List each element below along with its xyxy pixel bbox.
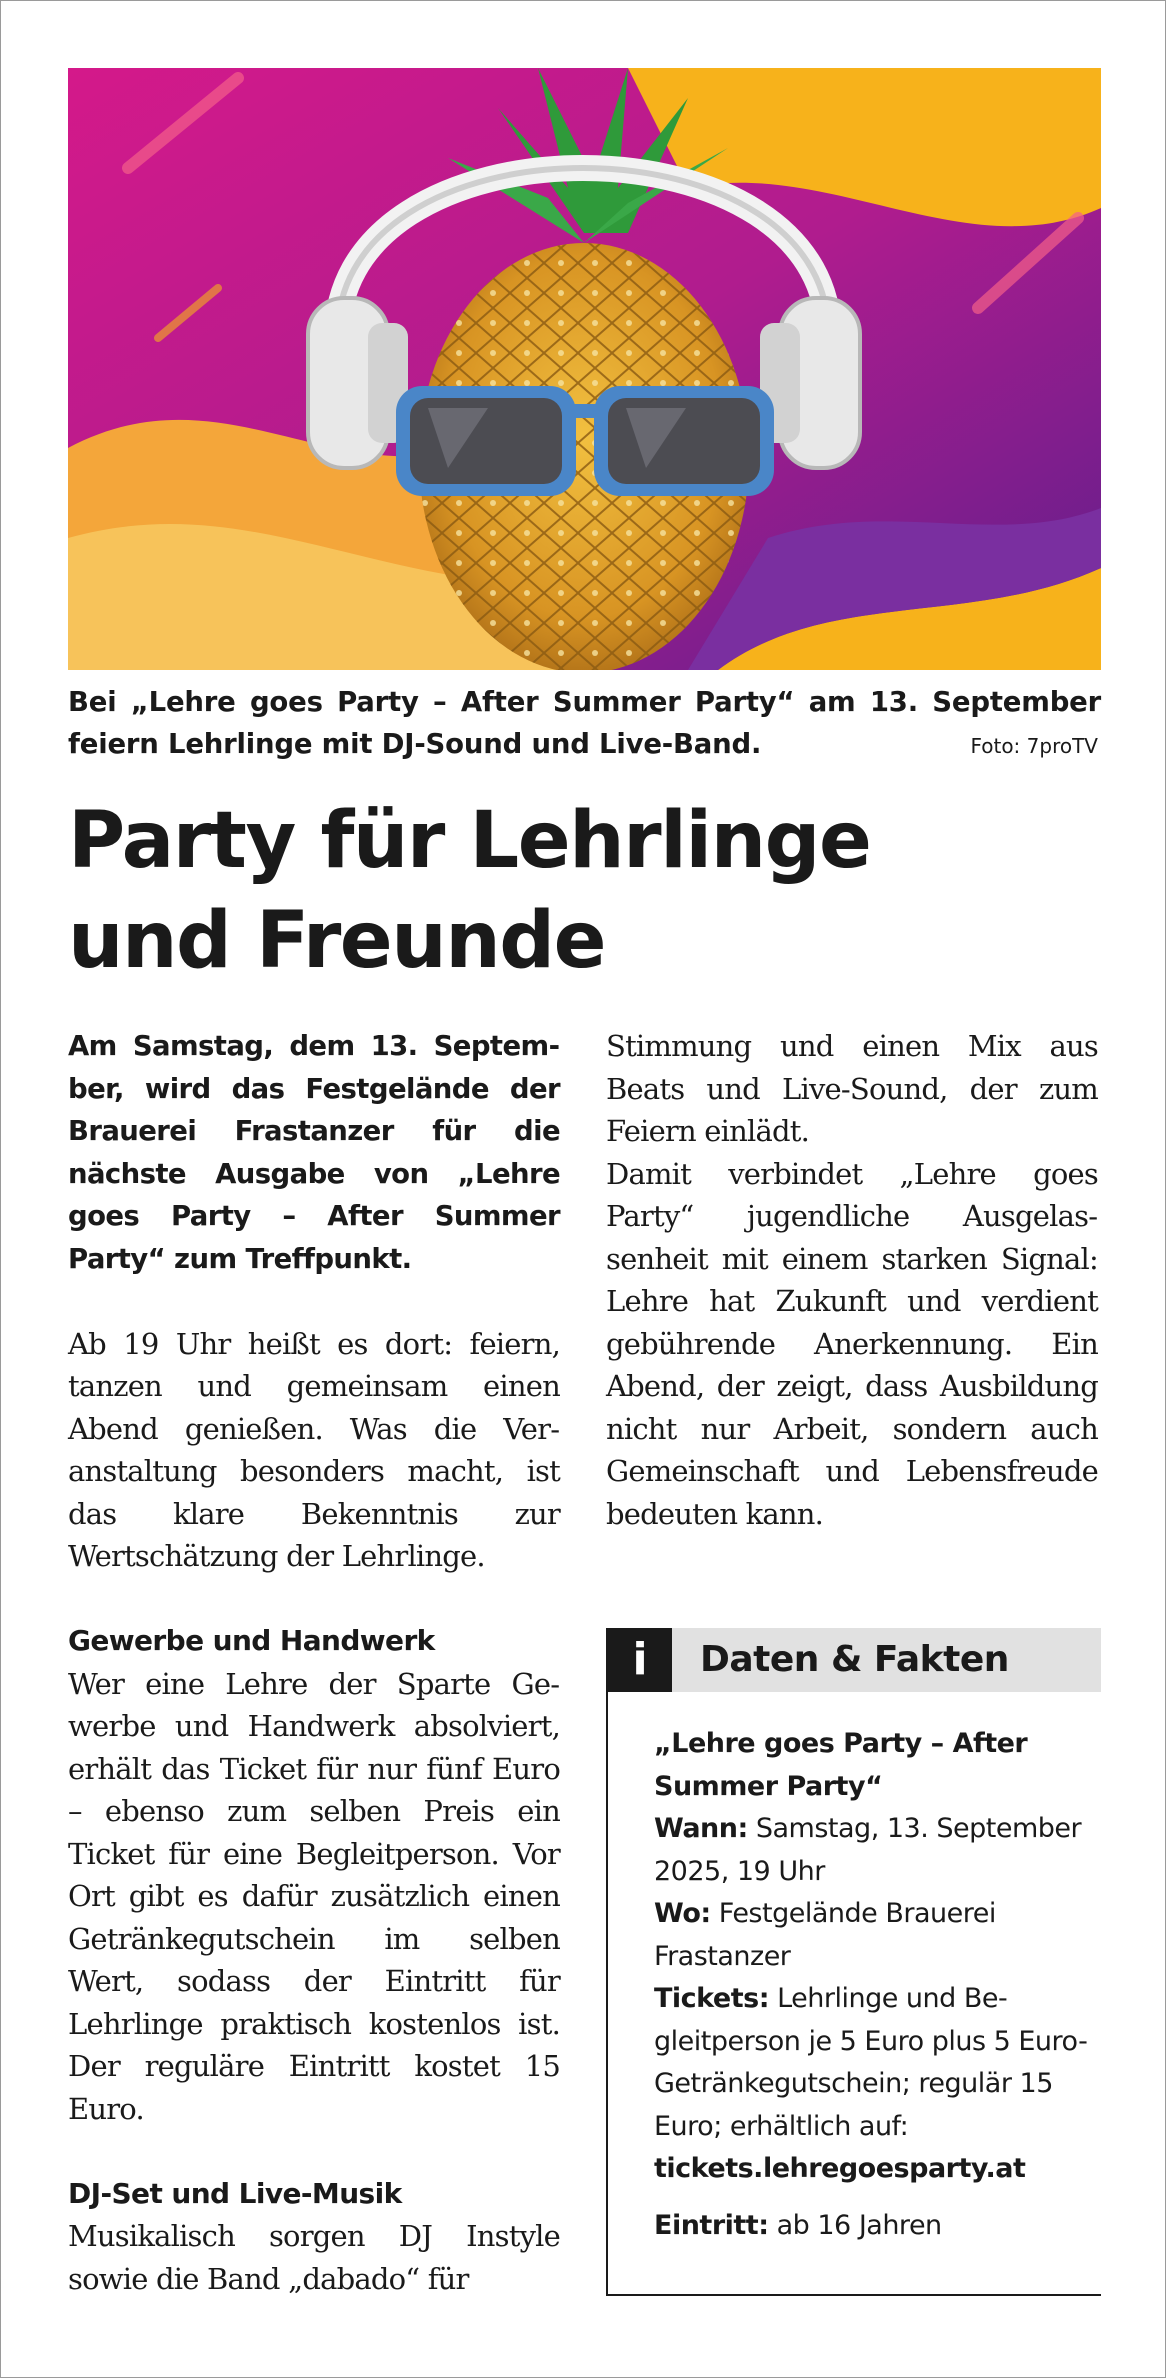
info-box-header — [608, 1628, 1101, 1692]
party-photo — [68, 68, 1101, 670]
photo-credit: Foto: 7proTV — [970, 734, 1098, 758]
article-paragraph: Wer eine Lehre der Sparte Gewerbe und Handwerk absolviert, erhält das Ticket für nur fünf Euro – ebenso zum selben Preis ein Ticket für eine Begleitperson. Vor Ort gibt es dafür zusätzlich einen Getränkegutschein im selben Wert, sodass der Eintritt für Lehrlinge praktisch kostenlos ist. Der reguläre Eintritt kostet 15 Euro. — [68, 1666, 560, 2126]
subhead-gewerbe: Gewerbe und Handwerk — [68, 1624, 435, 1657]
info-box — [606, 1628, 1101, 2296]
article-column-right — [606, 1025, 1098, 1535]
article-headline — [68, 791, 1108, 991]
info-tickets-label: Tickets: — [654, 1983, 769, 2014]
info-when-label: Wann: — [654, 1813, 748, 1844]
article-paragraph: Ab 19 Uhr heißt es dort: feiern, tanzen und gemeinsam einen Abend genießen. Was die Veranstaltung besonders macht, ist das klare Bekenntnis zur Wertschätzung der Lehrlinge. — [68, 1326, 560, 1573]
info-where-value: Festgelände Brauerei Frastanzer — [654, 1898, 996, 1972]
info-when — [654, 1808, 1094, 1893]
info-event-name: „Lehre goes Party – After Summer Party“ — [654, 1728, 1028, 1802]
info-entry-label: Eintritt: — [654, 2209, 769, 2241]
info-where-label: Wo: — [654, 1898, 711, 1929]
article-column-left — [68, 1025, 560, 2300]
info-entry-value: ab 16 Jahren — [776, 2209, 942, 2241]
info-box-body — [654, 1723, 1094, 2247]
headline-line-2: und Freunde — [68, 896, 606, 986]
info-tickets-url: tickets.lehregoesparty.at — [654, 2153, 1026, 2184]
pineapple-with-headphones-icon — [68, 68, 1101, 670]
info-tickets-value: Lehrlinge und Begleitperson je 5 Euro plus 5 Euro-Getränkegutschein; regulär 15 Euro; erhältlich auf: — [654, 1983, 1088, 2142]
article-paragraph: Stimmung und einen Mix aus Beats und Live-Sound, der zum Feiern einlädt. — [606, 1029, 1098, 1148]
info-box-title: Daten & Fakten — [700, 1639, 1009, 1680]
photo-caption: Bei „Lehre goes Party – After Summer Party“ am 13. September feiern Lehrlinge mit DJ-Sound und Live-Band. — [68, 686, 1101, 760]
info-tickets — [654, 1978, 1094, 2191]
article-lead: Am Samstag, dem 13. September, wird das Festgelände der Brauerei Frastanzer für die nächste Ausgabe von „Lehre goes Party – After Summer Party“ zum Treffpunkt. — [68, 1030, 560, 1275]
info-where — [654, 1893, 1094, 1978]
headline-line-1: Party für Lehrlinge — [68, 796, 871, 886]
article-paragraph: Musikalisch sorgen DJ Instyle sowie die Band „dabado“ für — [68, 2219, 560, 2296]
article-paragraph: Damit verbindet „Lehre goes Party“ jugendliche Ausgelassenheit mit einem starken Signal: Lehre hat Zukunft und verdient gebührende Anerkennung. Ein Abend, der zeigt, dass Ausbildung nicht nur Arbeit, sondern auch Gemeinschaft und Lebensfreude bedeuten kann. — [606, 1156, 1098, 1531]
info-when-value: Samstag, 13. September 2025, 19 Uhr — [654, 1813, 1082, 1887]
subhead-dj-set: DJ-Set und Live-Musik — [68, 2176, 402, 2210]
info-icon: i — [608, 1628, 672, 1692]
info-entry — [654, 2205, 1094, 2248]
